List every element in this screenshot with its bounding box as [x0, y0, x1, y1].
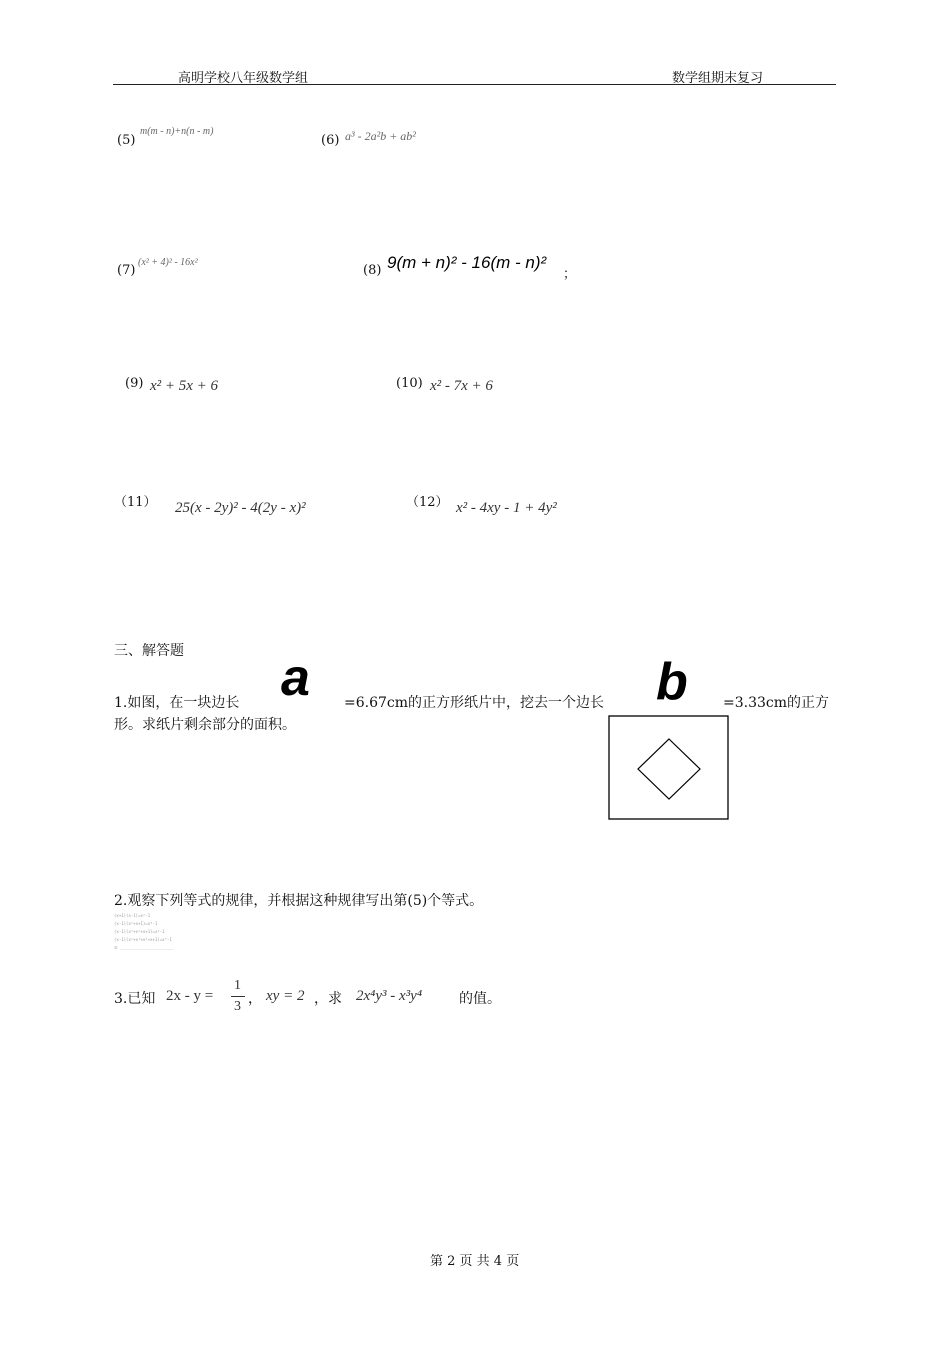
- q2-equations: [114, 912, 173, 952]
- q3-sep: ，: [248, 991, 262, 1007]
- header-right: 数学组期末复习: [672, 71, 764, 86]
- problem-7-label: (7): [117, 263, 136, 278]
- problem-11-label: （11）: [114, 495, 157, 510]
- q3-expr3: 2x⁴y³ - x³y⁴: [356, 988, 423, 1004]
- header-left: 高明学校八年级数学组: [178, 71, 309, 86]
- problem-6-expr: a³ - 2a²b + ab²: [345, 129, 416, 143]
- q3-pre: 3.已知: [114, 991, 156, 1007]
- q3-expr1: 2x - y =: [166, 988, 214, 1004]
- problem-12-label: （12）: [406, 495, 449, 510]
- problem-8-label: (8): [363, 263, 382, 278]
- problem-10-label: (10): [396, 376, 423, 391]
- q1-text-part1: 1.如图，在一块边长: [114, 695, 240, 711]
- header-rule: [113, 84, 836, 85]
- q2-eq-1: (x+1)(x-1)=x²-1: [114, 913, 151, 918]
- problem-10-expr: x² - 7x + 6: [430, 378, 493, 394]
- problem-8-expr: 9(m + n)² - 16(m - n)²: [387, 253, 547, 272]
- q2-eq-3: (x-1)(x³+x²+x+1)=x⁴-1: [114, 929, 165, 934]
- page-footer: 第 2 页 共 4 页: [430, 1254, 520, 1269]
- q3-post: 的值。: [459, 991, 501, 1007]
- q3-expr2: xy = 2: [266, 988, 305, 1004]
- problem-5-label: (5): [117, 133, 136, 148]
- q2-eq-4: (x-1)(x⁴+x³+x²+x+1)=x⁵-1: [114, 937, 172, 942]
- problem-6-label: (6): [321, 133, 340, 148]
- problem-9-expr: x² + 5x + 6: [150, 378, 219, 394]
- outer-square: [609, 716, 728, 819]
- q1-var-b: b: [656, 653, 688, 711]
- q2-eq-2: (x-1)(x²+x+1)=x³-1: [114, 921, 158, 926]
- problem-9-label: (9): [125, 376, 144, 391]
- q3-frac-bar: [231, 996, 245, 997]
- q3-frac-num: 1: [234, 978, 241, 993]
- q2-text: 2.观察下列等式的规律，并根据这种规律写出第(5)个等式。: [114, 893, 484, 909]
- problem-12-expr: x² - 4xy - 1 + 4y²: [456, 500, 557, 516]
- q3-mid: ，求: [314, 991, 342, 1007]
- q1-text-line2: 形。求纸片剩余部分的面积。: [114, 717, 296, 733]
- problem-11-expr: 25(x - 2y)² - 4(2y - x)²: [175, 500, 306, 516]
- q3-frac-den: 3: [234, 999, 241, 1014]
- section-title: 三、解答题: [114, 643, 184, 659]
- problem-5-expr: m(m - n)+n(n - m): [140, 126, 214, 137]
- problem-7-expr: (x² + 4)² - 16x²: [138, 257, 198, 268]
- q1-var-a: a: [281, 649, 310, 707]
- inner-square: [638, 739, 700, 799]
- q2-eq-5: ⑤ ______________________: [114, 945, 173, 950]
- q1-text-part3: =3.33cm的正方: [723, 695, 830, 711]
- problem-8-suffix: ；: [563, 267, 577, 282]
- square-figure: [608, 715, 729, 821]
- q1-text-part2: =6.67cm的正方形纸片中，挖去一个边长: [344, 695, 605, 711]
